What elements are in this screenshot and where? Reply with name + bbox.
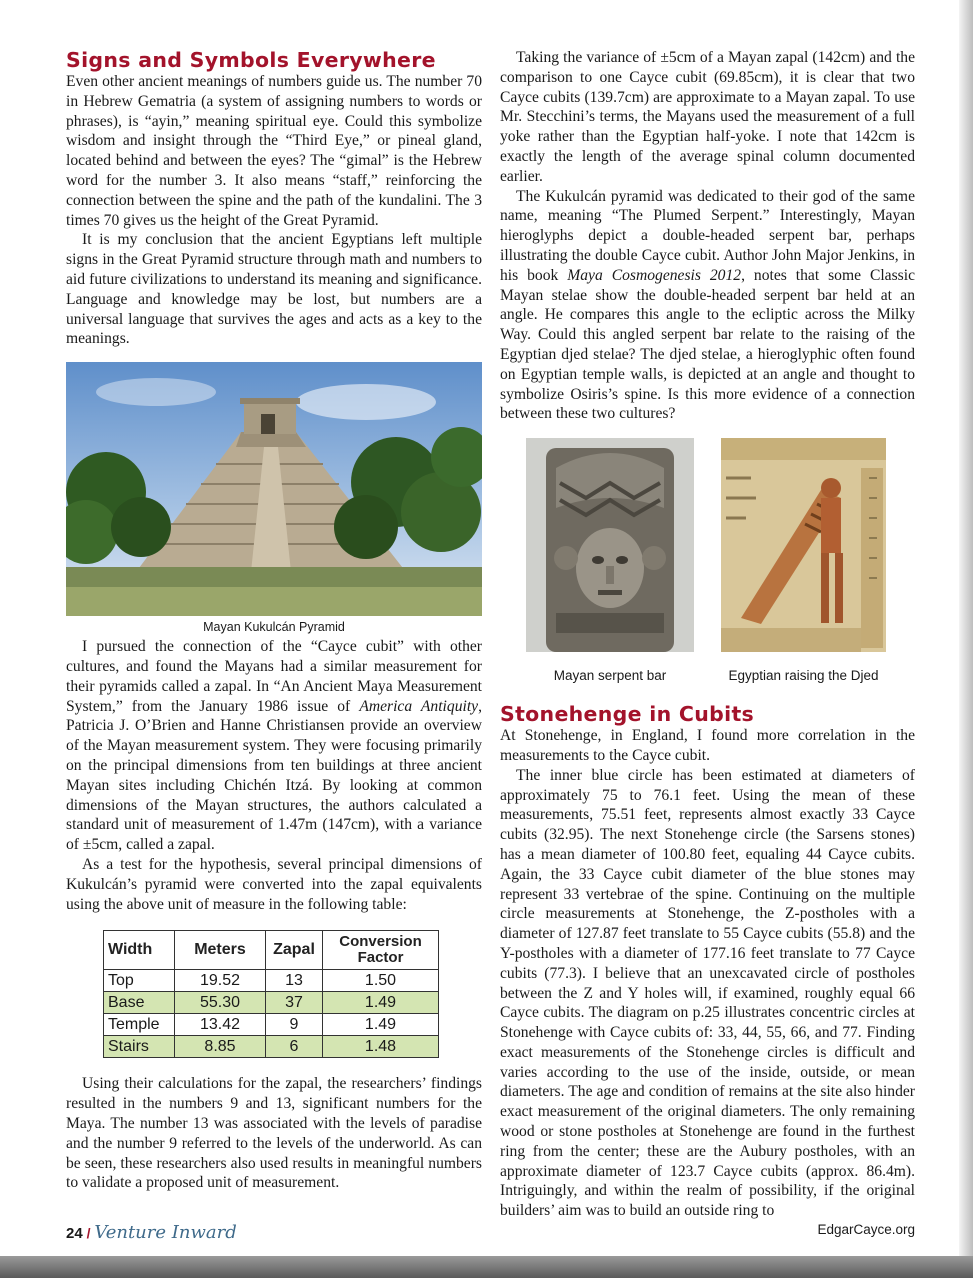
table-cell: Base — [104, 992, 175, 1014]
magazine-logo: Venture Inward — [94, 1222, 237, 1243]
footer-site: EdgarCayce.org — [817, 1222, 915, 1237]
pyramid-illustration — [66, 362, 482, 616]
paragraph: Even other ancient meanings of numbers guide us. The number 70 in Hebrew Gematria (a system of assigning numbers to words or phrases), is “ayin,” meaning spiritual eye. Could this symbolize wisdom and insight through the “Third Eye,” or pineal gland, located behind and between the eyes? The “gimal” is the Hebrew word for the number 3. It also means “staff,” reinforcing the connection between the spine and the path of the kundalini. The 3 times 70 gives us the height of the Great Pyramid. — [66, 73, 482, 229]
table-cell: 1.50 — [323, 970, 439, 992]
paragraph: At Stonehenge, in England, I found more correlation in the measurements to the Cayce cubit. — [500, 727, 915, 764]
table-cell: 13 — [266, 970, 323, 992]
table-cell: 37 — [266, 992, 323, 1014]
kukulcan-pyramid-photo — [66, 362, 482, 616]
mayan-serpent-bar-photo — [526, 438, 694, 652]
table-header-row — [104, 931, 439, 970]
table-cell: 1.48 — [323, 1036, 439, 1058]
table-cell: 19.52 — [175, 970, 266, 992]
zapal-conversion-table — [103, 930, 439, 1058]
table-cell: 55.30 — [175, 992, 266, 1014]
table-cell: 1.49 — [323, 1014, 439, 1036]
paragraph — [66, 637, 482, 855]
table-row — [104, 1014, 439, 1036]
right-column — [500, 48, 915, 1221]
footer-separator: / — [86, 1225, 91, 1241]
paragraph: Using their calculations for the zapal, the researchers’ findings resulted in the numbers 9 and 13, significant numbers for the Maya. The number 13 was associated with the levels of paradise and the number 9 referred to the levels of the underworld. As can be seen, these researchers also used results in meaningful numbers to validate a proposed unit of measurement. — [66, 1075, 482, 1192]
left-column — [66, 48, 482, 1193]
serpent-bar-illustration — [526, 438, 694, 652]
table-cell: 1.49 — [323, 992, 439, 1014]
table-cell: 13.42 — [175, 1014, 266, 1036]
table-header-cell: Zapal — [266, 931, 323, 970]
section-heading-signs: Signs and Symbols Everywhere — [66, 48, 436, 72]
paragraph-text: The Kukulcán pyramid was dedicated to their god of the same name, meaning “The Plumed Serpent.” Interestingly, Mayan hieroglyphs depict a double-headed serpent bar, perhaps illustrating the double Cayce cubit. Author John Major Jenkins, in his book — [500, 187, 915, 284]
footer-left — [66, 1222, 237, 1243]
book-title: Maya Cosmogenesis 2012 — [567, 266, 742, 284]
figure-caption: Mayan serpent bar — [553, 668, 667, 684]
paragraph-text: , Patricia J. O’Brien and Hanne Christiansen provide an overview of the Mayan measurement system. They were focusing primarily on the principal dimensions from ten buildings at three ancient Mayan sites including Chichén Itzá. By looking at common dimensions of the Mayan structures, the authors calculated a standard unit of measurement of 1.47m (147cm), with a variance of ±5cm, called a zapal. — [66, 697, 482, 854]
table-header-cell: Meters — [175, 931, 266, 970]
paragraph: The inner blue circle has been estimated at diameters of approximately 75 to 76.1 feet. Using the mean of these measurements, 75.51 feet, represents almost exactly 33 Cayce cubits (32.95). The next Stonehenge circle (the Sarsens stones) has a mean diameter of 100.80 feet, equaling 44 Cayce cubits. Again, the 33 Cayce cubit diameter of the blue stones may represent 33 vertebrae of the spine. Continuing on the multiple circle measurements at Stonehenge, the Z-postholes with a diameter of 127.87 feet translate to 55 Cayce cubits (55.8) and the Y-postholes with a diameter of 177.16 feet translate to 77 Cayce cubits (77.3). I believe that an unexcavated circle of postholes between the Z and Y holes will, if examined, roughly equal 66 Cayce cubits. The diagram on p.25 illustrates concentric circles at Stonehenge with Cayce cubits of: 33, 44, 55, 66, and 77. Finding exact measurements of the Stonehenge circles is difficult and varies according to the use of the inside, outside, or mean diameters. The age and condition of remains at the site also hinder exact measurement of the original diameters. The only remaining wood or stone postholes at Stonehenge are found in the furthest ring from the center; these are the Aubury postholes, with an approximate diameter of 123.7 Cayce cubits (approx. 86.4m). Intriguingly, and within the realm of possibility, if the original builders’ aim was to build an outside ring to — [500, 766, 915, 1220]
paragraph: It is my conclusion that the ancient Egyptians left multiple signs in the Great Pyramid structure through math and numbers to aid future civilizations to understand its meaning and significance. Language and knowledge may be lost, but numbers are a universal language that survives the ages and acts as a key to the meanings. — [66, 231, 482, 348]
paragraph: As a test for the hypothesis, several principal dimensions of Kukulcán’s pyramid were converted into the zapal equivalents using the above unit of measure in the following table: — [66, 855, 482, 913]
paragraph: Taking the variance of ±5cm of a Mayan zapal (142cm) and the comparison to one Cayce cubit (69.85cm), it is clear that two Cayce cubits (139.7cm) are approximate to a Mayan zapal. To use Mr. Stecchini’s terms, the Mayans used the measurement of a full yoke rather than the Egyptian half-yoke. I note that 142cm is exactly the length of the average spinal column documented earlier. — [500, 49, 915, 185]
table-row — [104, 970, 439, 992]
djed-relief-illustration — [721, 438, 886, 652]
page-bottom-edge — [0, 1256, 973, 1278]
figure-pair — [500, 438, 915, 690]
paragraph-text: , notes that some Classic Mayan stelae show the double-headed serpent bar held at an angle. He compares this angle to the ecliptic across the Milky Way. Could this angled serpent bar relate to the raising of the Egyptian djed stelae? The djed stelae, a hieroglyphic often found on Egyptian temple walls, is depicted at an angle and thought to symbolize Osiris’s spine. Is this more evidence of a connection between these two cultures? — [500, 266, 915, 423]
figure-caption: Egyptian raising the Djed — [728, 668, 879, 684]
photo-caption: Mayan Kukulcán Pyramid — [203, 620, 345, 635]
table-cell: Stairs — [104, 1036, 175, 1058]
table-cell: 8.85 — [175, 1036, 266, 1058]
table-row — [104, 992, 439, 1014]
table-row — [104, 1036, 439, 1058]
table-header-cell: Width — [104, 931, 175, 970]
table-header-cell: Conversion Factor — [323, 931, 439, 970]
page-number: 24 — [66, 1225, 83, 1242]
table-cell: Top — [104, 970, 175, 992]
table-cell: Temple — [104, 1014, 175, 1036]
paragraph — [500, 187, 915, 425]
egyptian-djed-photo — [721, 438, 886, 652]
section-heading-stonehenge: Stonehenge in Cubits — [500, 702, 755, 727]
table-cell: 6 — [266, 1036, 323, 1058]
journal-title: America Antiquity — [359, 697, 479, 715]
page-right-edge — [959, 0, 973, 1278]
paragraph-text: I pursued the connection of the “Cayce cubit” with other cultures, and found the Mayans had a similar measurement for their pyramids called a zapal. In “An Ancient Maya Measurement System,” from the January 1986 issue of — [66, 638, 482, 715]
table-cell: 9 — [266, 1014, 323, 1036]
